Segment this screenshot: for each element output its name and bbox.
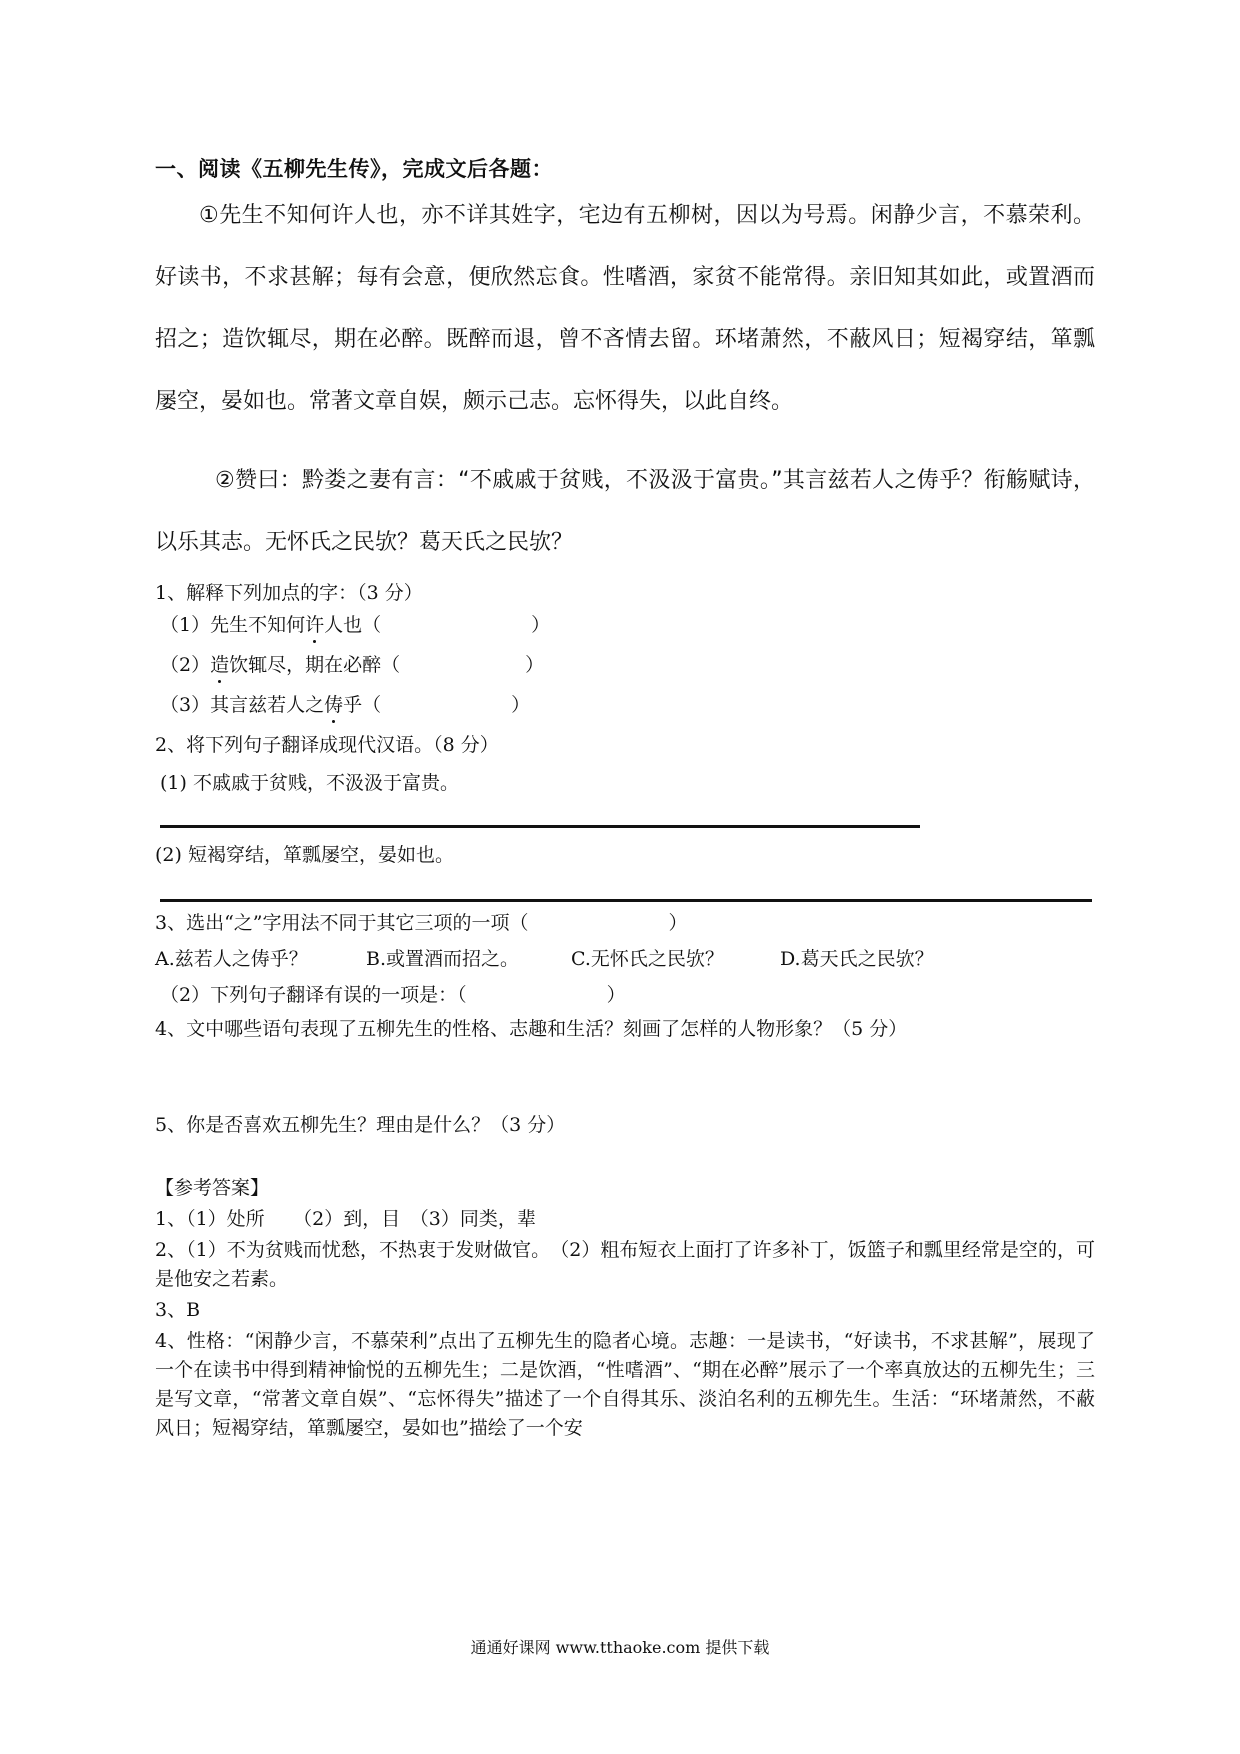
item-text: ） (668, 912, 688, 934)
question-1-item-2 (160, 650, 544, 677)
answer-3: 3、B (155, 1299, 201, 1321)
answers-title: 【参考答案】 (155, 1177, 270, 1199)
question-5-title: 5、你是否喜欢五柳先生？理由是什么？（3 分） (155, 1114, 566, 1136)
answer-line[interactable] (160, 899, 1092, 902)
question-3-option-c[interactable]: C.无怀氏之民欤？ (571, 948, 724, 970)
item-text: （1）先生不知何 (160, 614, 306, 636)
footer-credit: 通通好课网 www.tthaoke.com 提供下载 (470, 1638, 770, 1657)
dotted-char: 造 (210, 650, 229, 677)
dotted-char: 俦 (324, 690, 343, 717)
question-2-title: 2、将下列句子翻译成现代汉语。（8 分） (155, 734, 499, 756)
item-text: ） (511, 694, 531, 716)
question-3-option-d[interactable]: D.葛天氏之民欤？ (780, 948, 934, 970)
item-text: （2）下列句子翻译有误的一项是：（ (160, 984, 467, 1006)
item-text: （2） (160, 654, 211, 676)
passage-paragraph-2: ②赞曰：黔娄之妻有言：“不戚戚于贫贱，不汲汲于富贵。”其言兹若人之俦乎？衔觞赋诗，以乐其志。无怀氏之民欤？葛天氏之民欤？ (155, 468, 1095, 555)
question-1-title: 1、解释下列加点的字：（3 分） (155, 582, 423, 604)
question-2-item-2: (2) 短褐穿结，箪瓢屡空，晏如也。 (155, 844, 454, 866)
item-text: ） (525, 654, 545, 676)
question-2-item-1: (1) 不戚戚于贫贱，不汲汲于富贵。 (160, 772, 459, 794)
question-3-sub (160, 980, 626, 1007)
item-text: 人也（ (324, 614, 382, 636)
item-text: 3、选出“之”字用法不同于其它三项的一项（ (155, 912, 529, 934)
answer-1: 1、（1）处所 （2）到，目 （3）同类，辈 (155, 1208, 536, 1230)
question-4-title: 4、文中哪些语句表现了五柳先生的性格、志趣和生活？刻画了怎样的人物形象？（5 分） (155, 1018, 908, 1040)
answer-4: 4、性格：“闲静少言，不慕荣利”点出了五柳先生的隐者心境。志趣：一是读书，“好读书，不求甚解”，展现了一个在读书中得到精神愉悦的五柳先生；二是饮酒，“性嗜酒”、“期在必醉”展示了一个率真放达的五柳先生；三是写文章，“常著文章自娱”、“忘怀得失”描述了一个自得其乐、淡泊名利的五柳先生。生活：“环堵萧然，不蔽风日；短褐穿结，箪瓢屡空，晏如也”描绘了一个安 (155, 1330, 1095, 1439)
item-text: 饮辄尽，期在必醉（ (229, 654, 401, 676)
question-3-title (155, 908, 688, 935)
section-title: 一、阅读《五柳先生传》，完成文后各题： (155, 157, 553, 181)
question-3-option-b[interactable]: B.或置酒而招之。 (366, 948, 520, 970)
dotted-char: 许 (305, 610, 324, 637)
answer-2: 2、（1）不为贫贱而忧愁，不热衷于发财做官。 （2）粗布短衣上面打了许多补丁，饭篮子和瓢里经常是空的，可是他安之若素。 (155, 1239, 1095, 1290)
item-text: 乎（ (343, 694, 382, 716)
question-1-item-1 (160, 610, 550, 637)
answer-line[interactable] (160, 825, 920, 828)
item-text: （3）其言兹若人之 (160, 694, 325, 716)
passage-paragraph-1: ①先生不知何许人也，亦不详其姓字，宅边有五柳树，因以为号焉。闲静少言，不慕荣利。好读书，不求甚解；每有会意，便欣然忘食。性嗜酒，家贫不能常得。亲旧知其如此，或置酒而招之；造饮辄尽，期在必醉。既醉而退，曾不吝情去留。环堵萧然，不蔽风日；短褐穿结，箪瓢屡空，晏如也。常著文章自娱，颇示己志。忘怀得失，以此自终。 (155, 203, 1095, 414)
question-3-option-a[interactable]: A.兹若人之俦乎？ (155, 948, 308, 970)
question-1-item-3 (160, 690, 530, 717)
item-text: ） (606, 984, 626, 1006)
item-text: ） (531, 614, 551, 636)
